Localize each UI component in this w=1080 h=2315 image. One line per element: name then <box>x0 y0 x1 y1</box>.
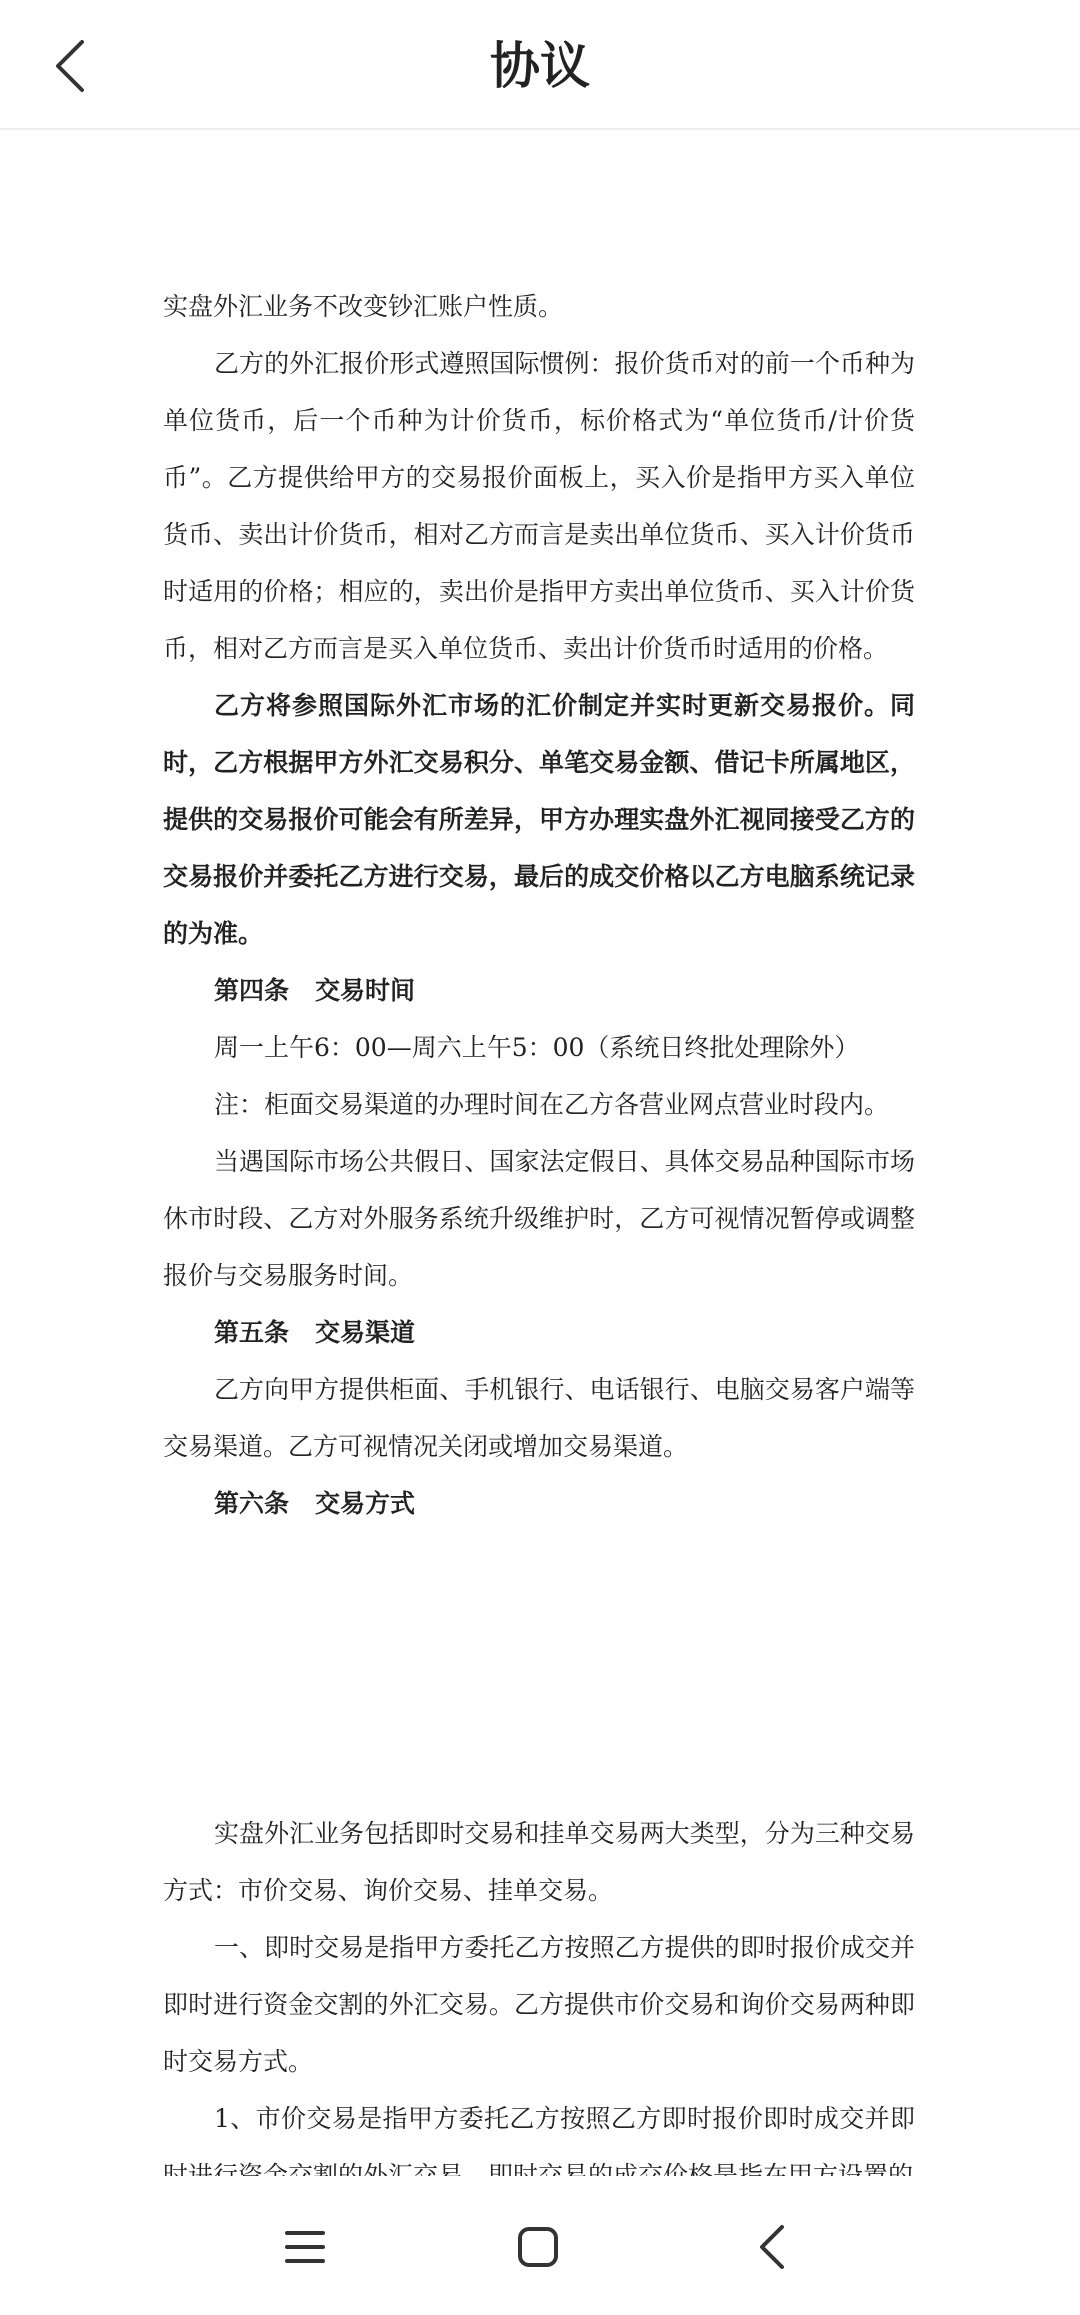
page-title: 协议 <box>490 37 590 95</box>
top-bar <box>0 0 1080 130</box>
paragraph: 乙方的外汇报价形式遵照国际惯例：报价货币对的前一个币种为单位货币，后一个币种为计价货币，标价格式为“单位货币/计价货币”。乙方提供给甲方的交易报价面板上，买入价是指甲方买入单位货币、卖出计价货币，相对乙方而言是卖出单位货币、买入计价货币时适用的价格；相应的，卖出价是指甲方卖出单位货币、买入计价货币，相对乙方而言是买入单位货币、卖出计价货币时适用的价格。 <box>163 349 915 663</box>
nav-back-button[interactable] <box>727 2202 817 2292</box>
paragraph: 一、即时交易是指甲方委托乙方按照乙方提供的即时报价成交并即时进行资金交割的外汇交易。乙方提供市价交易和询价交易两种即时交易方式。 <box>163 1933 915 2076</box>
paragraph-bold: 乙方将参照国际外汇市场的汇价制定并实时更新交易报价。同时，乙方根据甲方外汇交易积分、单笔交易金额、借记卡所属地区，提供的交易报价可能会有所差异，甲方办理实盘外汇视同接受乙方的交易报价并委托乙方进行交易，最后的成交价格以乙方电脑系统记录的为准。 <box>163 691 915 948</box>
section-title: 交易渠道 <box>315 1318 416 1347</box>
section-heading-6 <box>163 1475 915 1532</box>
section-number: 第五条 <box>214 1318 290 1347</box>
section-heading-4 <box>163 962 915 1019</box>
paragraph: 乙方向甲方提供柜面、手机银行、电话银行、电脑交易客户端等交易渠道。乙方可视情况关闭或增加交易渠道。 <box>163 1375 915 1461</box>
paragraph: 实盘外汇业务不改变钞汇账户性质。 <box>163 292 564 321</box>
paragraph: 注：柜面交易渠道的办理时间在乙方各营业网点营业时段内。 <box>214 1090 890 1119</box>
system-nav-bar <box>0 2176 1080 2315</box>
section-number: 第六条 <box>214 1489 290 1518</box>
paragraph: 周一上午6：00—周六上午5：00（系统日终批处理除外） <box>214 1033 860 1062</box>
paragraph: 实盘外汇业务包括即时交易和挂单交易两大类型，分为三种交易方式：市价交易、询价交易、挂单交易。 <box>163 1819 915 1905</box>
section-heading-5 <box>163 1304 915 1361</box>
section-title: 交易时间 <box>315 976 416 1005</box>
menu-icon <box>283 2227 327 2267</box>
paragraph: 1、市价交易是指甲方委托乙方按照乙方即时报价即时成交并即 <box>214 2104 915 2133</box>
back-icon <box>754 2223 790 2271</box>
home-icon <box>516 2225 560 2269</box>
home-button[interactable] <box>493 2202 583 2292</box>
document-page-1 <box>163 278 915 1532</box>
menu-button[interactable] <box>260 2202 350 2292</box>
document-page-2 <box>163 1805 915 2204</box>
paragraph: 当遇国际市场公共假日、国家法定假日、具体交易品种国际市场休市时段、乙方对外服务系统升级维护时，乙方可视情况暂停或调整报价与交易服务时间。 <box>163 1147 915 1290</box>
section-title: 交易方式 <box>315 1489 416 1518</box>
section-number: 第四条 <box>214 976 290 1005</box>
